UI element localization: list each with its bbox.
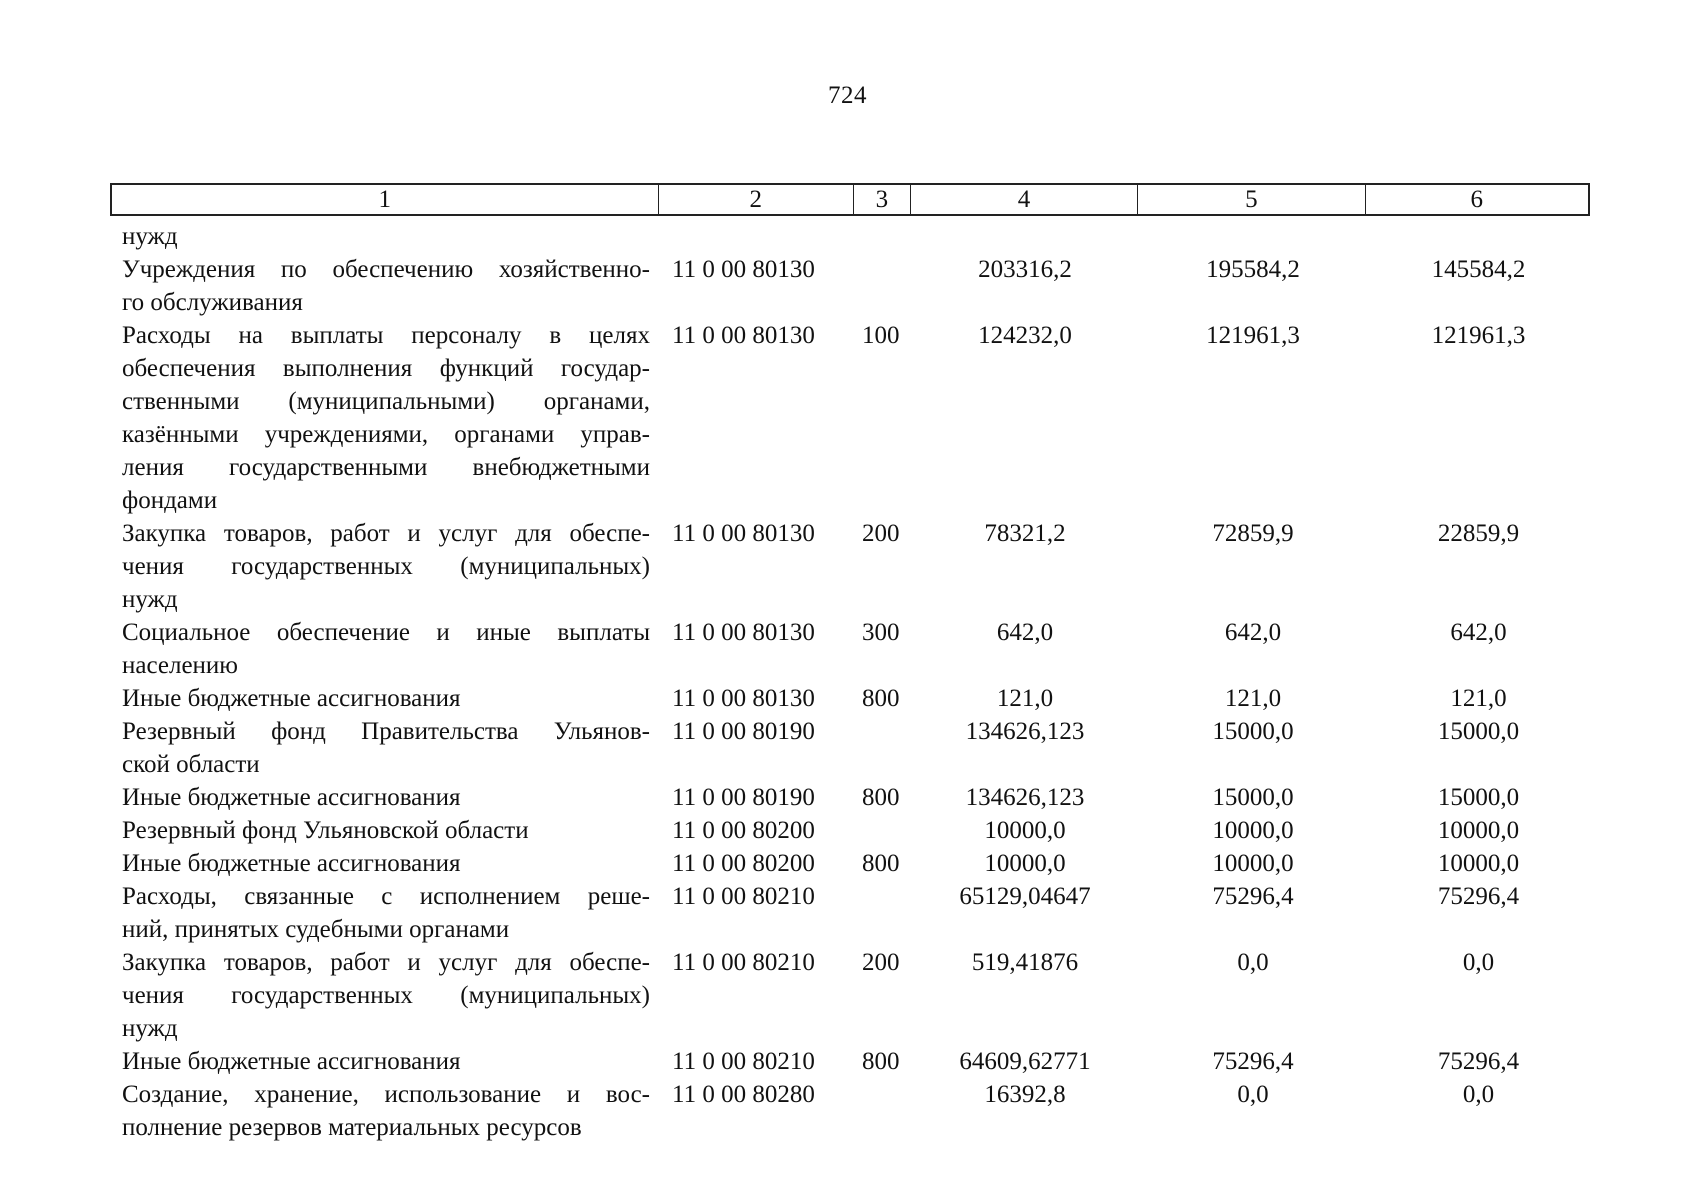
row-value-col-4: 203316,2 [978,256,1072,283]
description-line: обеспечения выполнения функций государ- [122,355,650,382]
description-line: ний, принятых судебными органами [122,916,510,943]
description-line: полнение резервов материальных ресурсов [122,1114,582,1141]
description-line: ственными (муниципальными) органами, [122,388,650,415]
row-value-col-4: 10000,0 [984,850,1066,877]
table-row [110,319,1590,517]
table-row [110,946,1590,1045]
row-value-col-4: 10000,0 [984,817,1066,844]
row-value-col-5: 0,0 [1237,949,1269,976]
row-expense-type: 300 [862,619,900,646]
row-expense-type: 800 [862,784,900,811]
description-line: го обслуживания [122,289,303,316]
row-description [110,715,658,781]
row-value-col-4: 121,0 [996,685,1054,712]
row-value-col-5: 75296,4 [1212,883,1294,910]
table-row [110,1078,1590,1144]
description-line: Социальное обеспечение и иные выплаты [122,619,650,646]
row-description [110,946,658,1045]
header-col-3: 3 [854,185,911,214]
row-target-code: 11 0 00 80200 [672,850,815,877]
description-line: Резервный фонд Правительства Ульянов- [122,718,650,745]
table-body [110,220,1590,1144]
row-value-col-6: 22859,9 [1437,520,1520,547]
row-value-col-4: 642,0 [996,619,1054,646]
row-description [110,682,658,715]
table-row [110,682,1590,715]
row-target-code: 11 0 00 80130 [672,685,815,712]
row-value-col-5: 15000,0 [1212,718,1294,745]
row-value-col-5: 0,0 [1237,1081,1269,1108]
description-line: Иные бюджетные ассигнования [122,1048,461,1075]
row-target-code: 11 0 00 80210 [672,949,815,976]
row-description [110,1045,658,1078]
row-description [110,253,658,319]
table-row [110,880,1590,946]
row-target-code: 11 0 00 80130 [672,520,815,547]
row-value-col-4: 65129,04647 [959,883,1091,910]
row-value-col-6: 15000,0 [1437,784,1520,811]
header-col-5: 5 [1138,185,1365,214]
description-line: Иные бюджетные ассигнования [122,685,461,712]
row-value-col-6: 0,0 [1462,1081,1495,1108]
row-description [110,781,658,814]
description-line: Иные бюджетные ассигнования [122,850,461,877]
table-header [110,183,1590,216]
description-line: фондами [122,487,218,514]
header-col-4: 4 [911,185,1138,214]
row-description [110,319,658,517]
row-value-col-6: 0,0 [1462,949,1495,976]
description-line: чения государственных (муниципальных) [122,553,650,580]
description-line: Иные бюджетные ассигнования [122,784,461,811]
row-description [110,847,658,880]
row-expense-type: 200 [862,520,900,547]
row-target-code: 11 0 00 80130 [672,322,815,349]
description-line: Резервный фонд Ульяновской области [122,817,529,844]
row-value-col-5: 195584,2 [1206,256,1300,283]
row-value-col-4: 519,41876 [971,949,1079,976]
table-row [110,220,1590,253]
table-row [110,1045,1590,1078]
row-value-col-6: 145584,2 [1431,256,1526,283]
table-row [110,616,1590,682]
row-value-col-5: 10000,0 [1212,817,1294,844]
header-col-2: 2 [659,185,854,214]
row-value-col-4: 78321,2 [984,520,1066,547]
row-description [110,517,658,616]
row-value-col-4: 124232,0 [978,322,1072,349]
row-value-col-6: 75296,4 [1437,883,1520,910]
description-line: нужд [122,223,178,250]
row-value-col-6: 10000,0 [1437,850,1520,877]
page-number: 724 [828,82,867,109]
row-value-col-4: 64609,62771 [959,1048,1091,1075]
table-row [110,781,1590,814]
description-line: Расходы на выплаты персоналу в целях [122,322,650,349]
table-row [110,253,1590,319]
row-description [110,880,658,946]
row-value-col-5: 75296,4 [1212,1048,1294,1075]
row-value-col-4: 134626,123 [965,718,1085,745]
row-target-code: 11 0 00 80210 [672,883,815,910]
description-line: чения государственных (муниципальных) [122,982,650,1009]
description-line: Закупка товаров, работ и услуг для обеспе- [122,949,650,976]
row-value-col-5: 72859,9 [1212,520,1294,547]
row-value-col-5: 15000,0 [1212,784,1294,811]
row-value-col-6: 642,0 [1450,619,1507,646]
row-target-code: 11 0 00 80210 [672,1048,815,1075]
row-target-code: 11 0 00 80130 [672,256,815,283]
header-col-6: 6 [1470,185,1484,213]
row-description [110,616,658,682]
table-row [110,517,1590,616]
row-value-col-4: 16392,8 [984,1081,1066,1108]
row-target-code: 11 0 00 80280 [672,1081,815,1108]
row-value-col-5: 121,0 [1224,685,1282,712]
description-line: ской области [122,751,260,778]
description-line: населению [122,652,238,679]
row-target-code: 11 0 00 80190 [672,784,815,811]
row-value-col-6: 10000,0 [1437,817,1520,844]
description-line: Закупка товаров, работ и услуг для обеспе- [122,520,650,547]
row-expense-type: 800 [862,850,900,877]
row-value-col-5: 642,0 [1224,619,1282,646]
header-col-1: 1 [112,185,659,214]
description-line: нужд [122,586,178,613]
table-row [110,847,1590,880]
row-expense-type: 100 [862,322,900,349]
description-line: нужд [122,1015,178,1042]
row-description [110,220,658,253]
row-description [110,1078,658,1144]
description-line: Создание, хранение, использование и вос- [122,1081,650,1108]
row-value-col-4: 134626,123 [965,784,1085,811]
table-row [110,814,1590,847]
row-target-code: 11 0 00 80130 [672,619,815,646]
row-target-code: 11 0 00 80190 [672,718,815,745]
row-value-col-6: 121961,3 [1431,322,1526,349]
description-line: казёнными учреждениями, органами управ- [122,421,650,448]
row-value-col-5: 121961,3 [1206,322,1300,349]
row-value-col-6: 15000,0 [1437,718,1520,745]
description-line: ления государственными внебюджетными [122,454,650,481]
row-target-code: 11 0 00 80200 [672,817,815,844]
row-expense-type: 800 [862,685,900,712]
row-value-col-6: 121,0 [1450,685,1507,712]
description-line: Расходы, связанные с исполнением реше- [122,883,650,910]
row-expense-type: 800 [862,1048,900,1075]
row-value-col-6: 75296,4 [1437,1048,1520,1075]
table-row [110,715,1590,781]
row-value-col-5: 10000,0 [1212,850,1294,877]
row-expense-type: 200 [862,949,900,976]
description-line: Учреждения по обеспечению хозяйственно- [122,256,650,283]
row-description [110,814,658,847]
